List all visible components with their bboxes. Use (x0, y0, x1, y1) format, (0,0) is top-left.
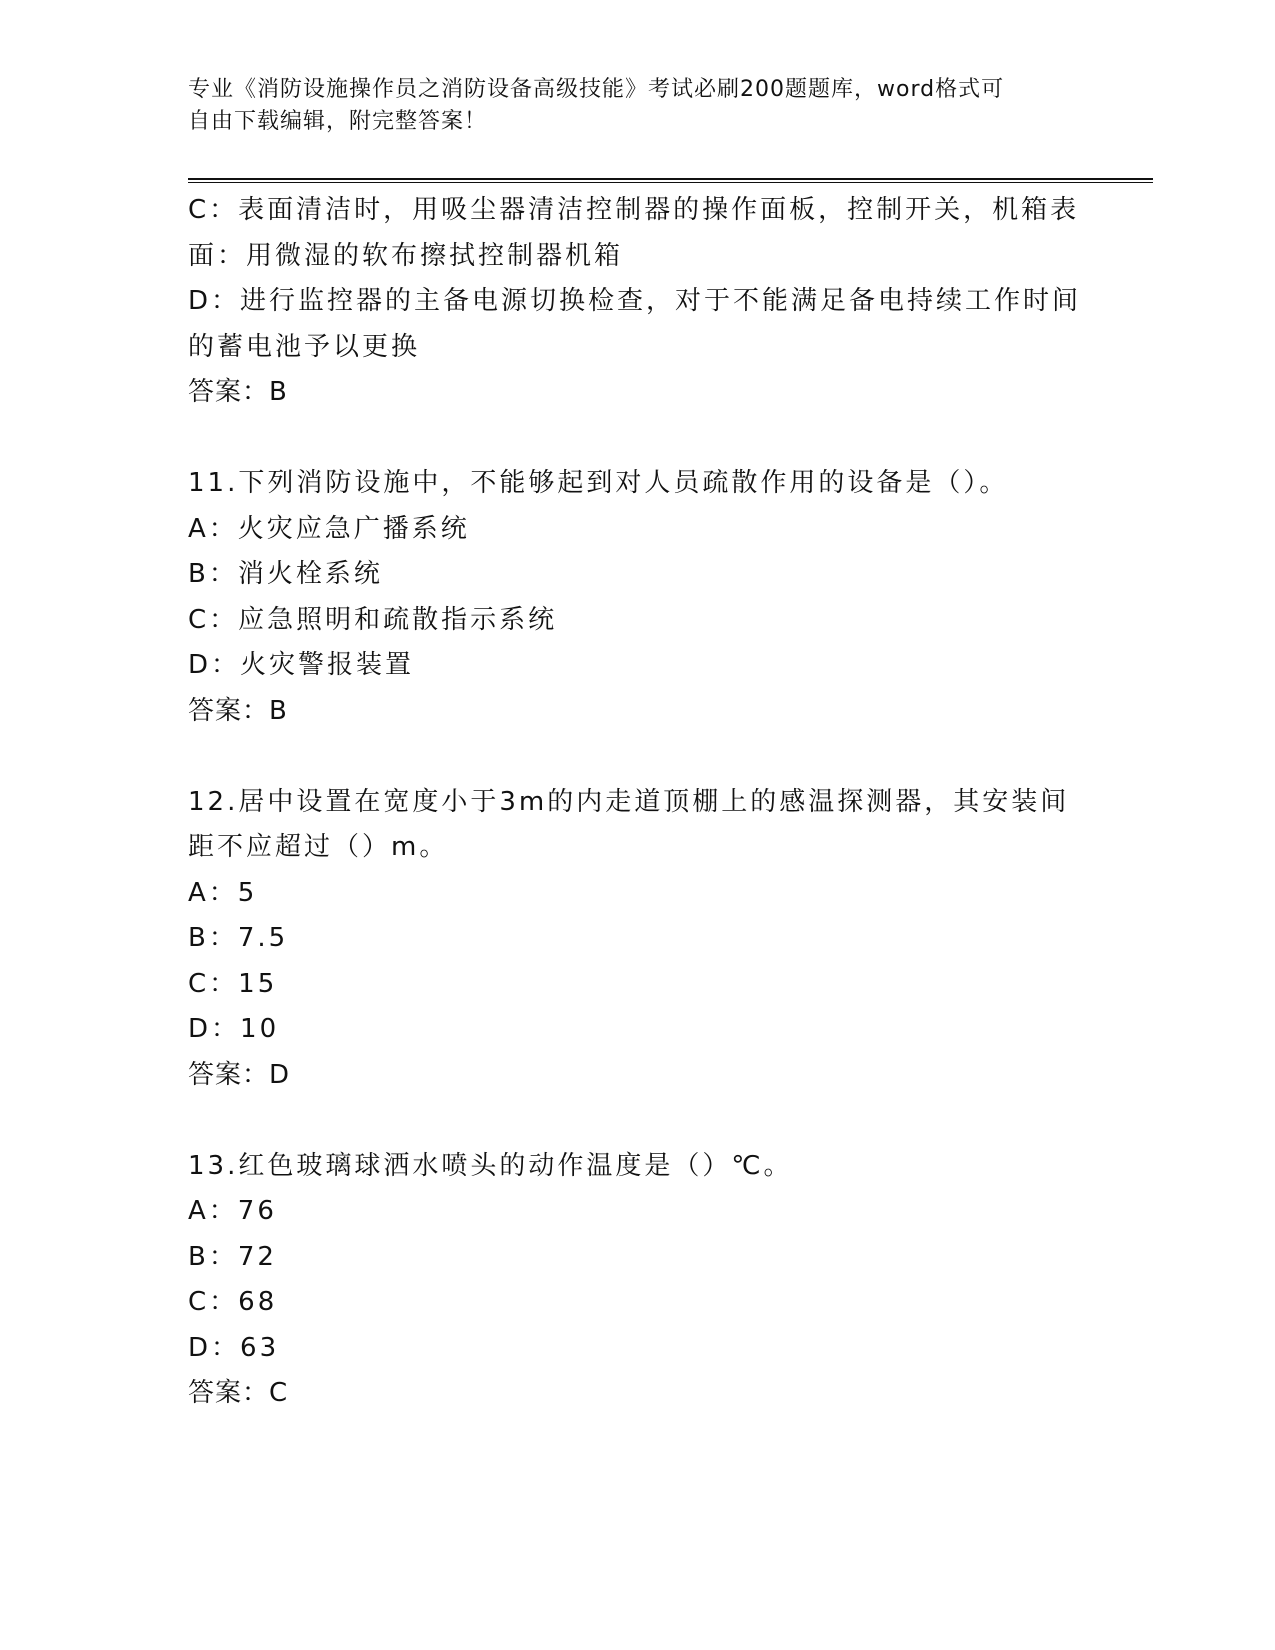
option-b: B：消火栓系统 (188, 559, 383, 589)
option-d: D：63 (188, 1332, 280, 1363)
option-b: B：7.5 (188, 923, 289, 953)
question-13 (188, 1144, 1088, 1417)
question-stem: 11.下列消防设施中，不能够起到对人员疏散作用的设备是（）。 (188, 468, 1009, 498)
question-stem-line-1: 12.居中设置在宽度小于3m的内走道顶棚上的感温探测器，其安装间 (188, 786, 1070, 817)
question-stem: 13.红色玻璃球洒水喷头的动作温度是（）℃。 (188, 1150, 793, 1181)
option-c: C：15 (188, 968, 278, 999)
option-d-line-1: D：进行监控器的主备电源切换检查，对于不能满足备电持续工作时间 (188, 286, 1082, 316)
option-a: A：5 (188, 877, 258, 908)
previous-question-block (188, 188, 1088, 416)
document-header (188, 74, 1068, 138)
option-d: D：10 (188, 1014, 280, 1044)
question-12 (188, 780, 1088, 1099)
answer-label: 答案：D (188, 1059, 291, 1090)
question-content (188, 188, 1088, 1417)
header-divider (188, 178, 1153, 183)
option-c: C：应急照明和疏散指示系统 (188, 604, 558, 635)
spacer (188, 734, 1088, 780)
answer-label: 答案：B (188, 695, 288, 726)
option-c: C：68 (188, 1287, 278, 1317)
option-d-line-2: 的蓄电池予以更换 (188, 331, 421, 362)
answer-label: 答案：C (188, 1378, 289, 1408)
option-b: B：72 (188, 1241, 277, 1272)
spacer (188, 416, 1088, 462)
header-line-2: 自由下载编辑，附完整答案！ (188, 109, 488, 134)
question-stem-line-2: 距不应超过（）m。 (188, 832, 449, 862)
header-line-1: 专业《消防设施操作员之消防设备高级技能》考试必刷200题题库，word格式可 (188, 77, 1005, 102)
option-c-line-1: C：表面清洁时，用吸尘器清洁控制器的操作面板，控制开关，机箱表 (188, 195, 1080, 225)
answer-label: 答案：B (188, 377, 288, 407)
option-c-line-2: 面：用微湿的软布擦拭控制器机箱 (188, 240, 624, 271)
option-d: D：火灾警报装置 (188, 650, 415, 680)
spacer (188, 1098, 1088, 1144)
option-a: A：76 (188, 1196, 277, 1226)
question-11 (188, 461, 1088, 734)
option-a: A：火灾应急广播系统 (188, 513, 470, 544)
